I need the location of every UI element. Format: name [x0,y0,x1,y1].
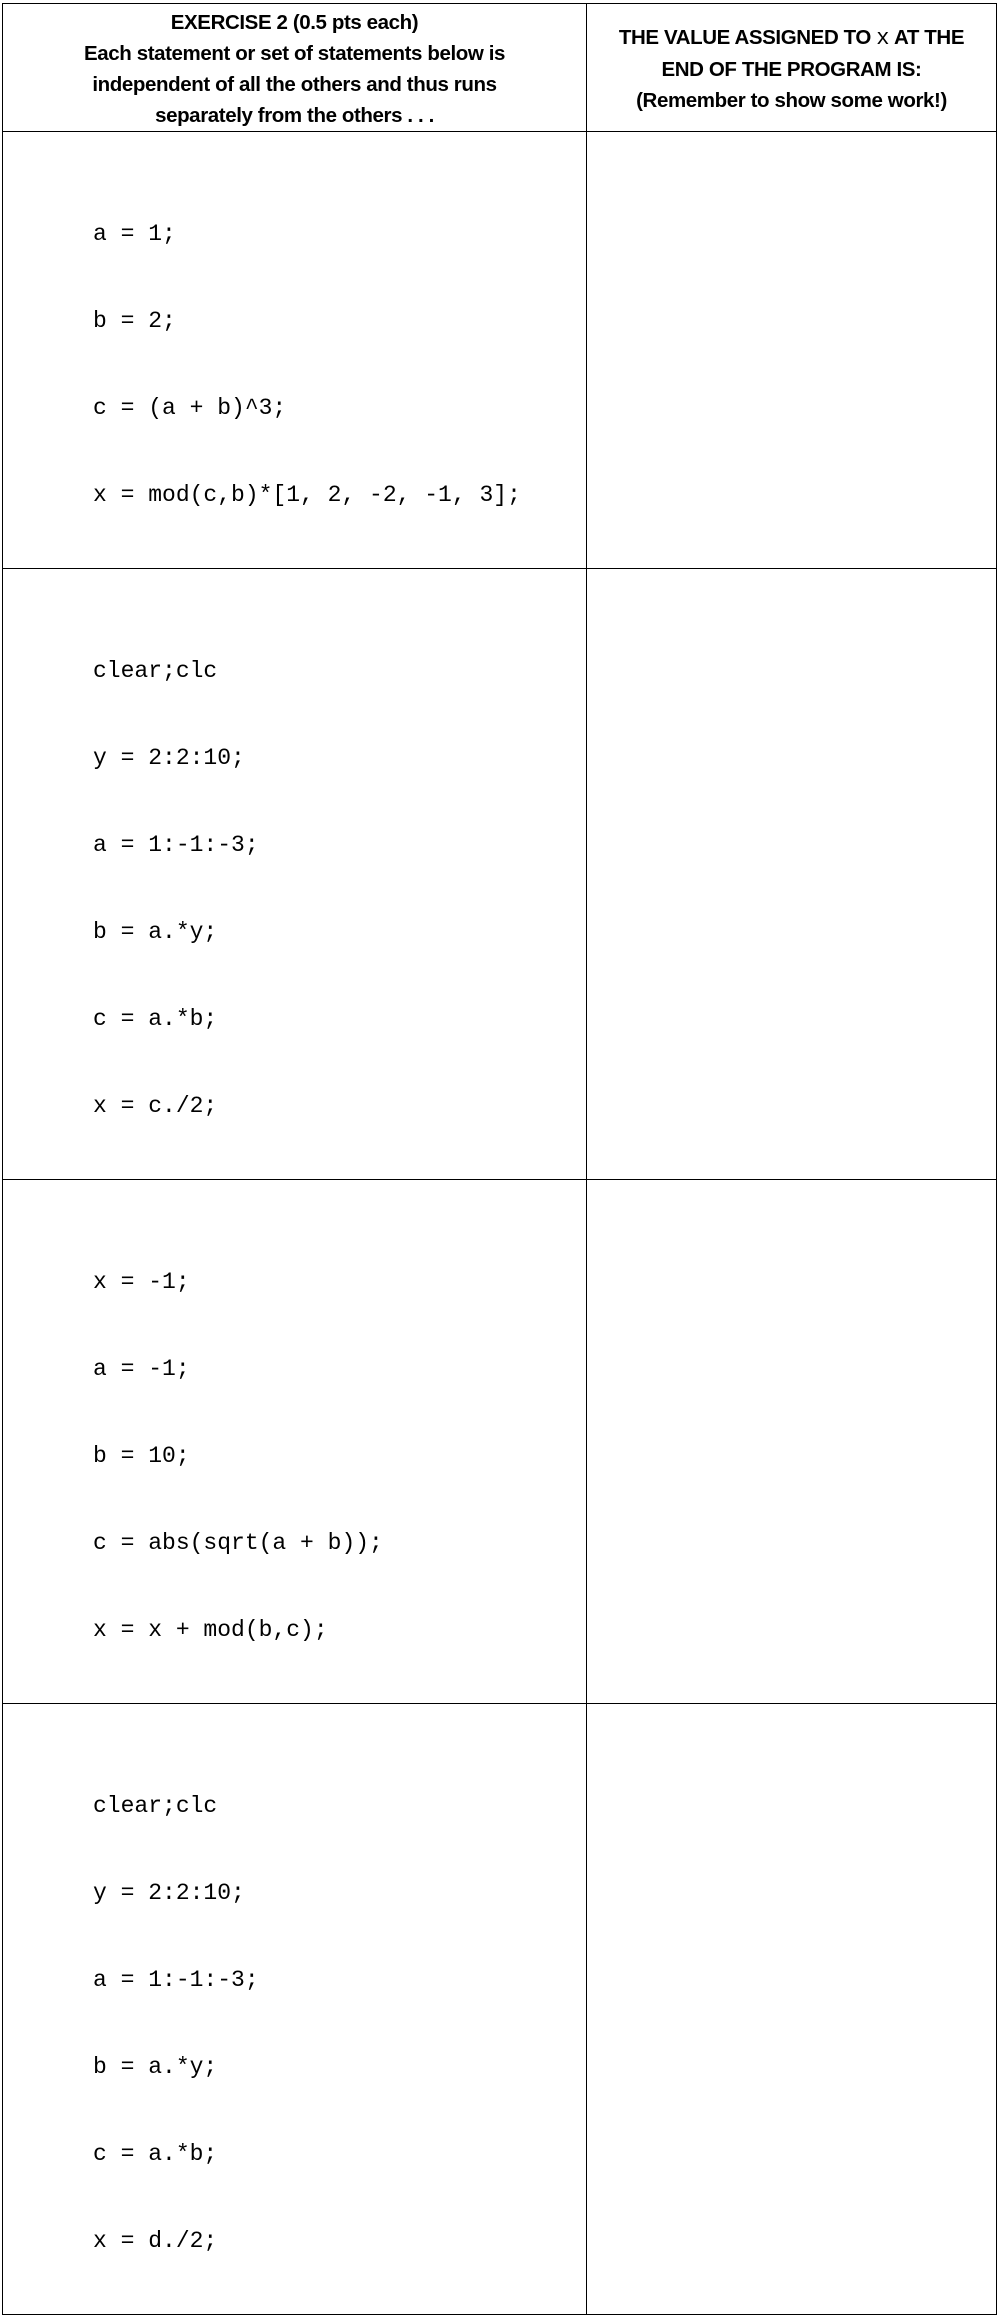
answer-header-line-2: END OF THE PROGRAM IS: [661,58,922,81]
answer-header-prefix: THE VALUE ASSIGNED TO [618,26,871,49]
code-line: x = mod(c,b)*[1, 2, -2, -1, 3]; [93,482,521,508]
code-line: b = 2; [93,308,176,334]
exercise-sheet [2,3,996,2254]
exercise-title: EXERCISE 2 (0.5 pts each) [170,11,419,34]
problem-row [3,1704,997,2315]
code-line: a = 1:-1:-3; [93,1967,259,1993]
code-line: a = 1:-1:-3; [93,832,259,858]
code-line: clear;clc [93,1793,218,1819]
answer-header-cell [587,4,997,132]
code-line: b = a.*y; [93,2054,218,2080]
code-line: b = 10; [93,1443,190,1469]
code-line: x = c./2; [93,1093,218,1119]
problem-row [3,1180,997,1704]
answer-cell[interactable] [587,132,997,569]
statements-header [3,4,586,131]
answer-cell[interactable] [587,1180,997,1704]
code-cell [3,1180,587,1704]
instructions-line-1: Each statement or set of statements below is [84,42,505,65]
answer-header [587,4,996,116]
instructions-line-3: separately from the others . . . [155,104,434,127]
answer-header-line-1 [587,22,996,54]
code-line: y = 2:2:10; [93,1880,245,1906]
code-line: x = x + mod(b,c); [93,1617,328,1643]
instructions-line-2: independent of all the others and thus runs [92,73,497,96]
code-line: clear;clc [93,658,218,684]
code-line: x = d./2; [93,2228,218,2254]
code-line: c = a.*b; [93,1006,218,1032]
answer-cell[interactable] [587,569,997,1180]
code-block [3,132,586,568]
answer-header-line-3: (Remember to show some work!) [636,89,947,112]
statements-header-cell [3,4,587,132]
code-line: c = abs(sqrt(a + b)); [93,1530,383,1556]
exercise-table [2,3,997,2315]
code-block [3,1180,586,1703]
code-line: c = (a + b)^3; [93,395,287,421]
code-line: a = -1; [93,1356,190,1382]
header-row [3,4,997,132]
code-cell [3,1704,587,2315]
code-cell [3,132,587,569]
code-line: y = 2:2:10; [93,745,245,771]
code-line: x = -1; [93,1269,190,1295]
code-line: b = a.*y; [93,919,218,945]
code-block [3,569,586,1179]
code-cell [3,569,587,1180]
code-line: a = 1; [93,221,176,247]
problem-row [3,132,997,569]
problem-row [3,569,997,1180]
answer-cell[interactable] [587,1704,997,2315]
code-line: c = a.*b; [93,2141,218,2167]
variable-x-label: x [876,26,890,51]
answer-header-suffix: AT THE [894,26,965,49]
code-block [3,1704,586,2314]
